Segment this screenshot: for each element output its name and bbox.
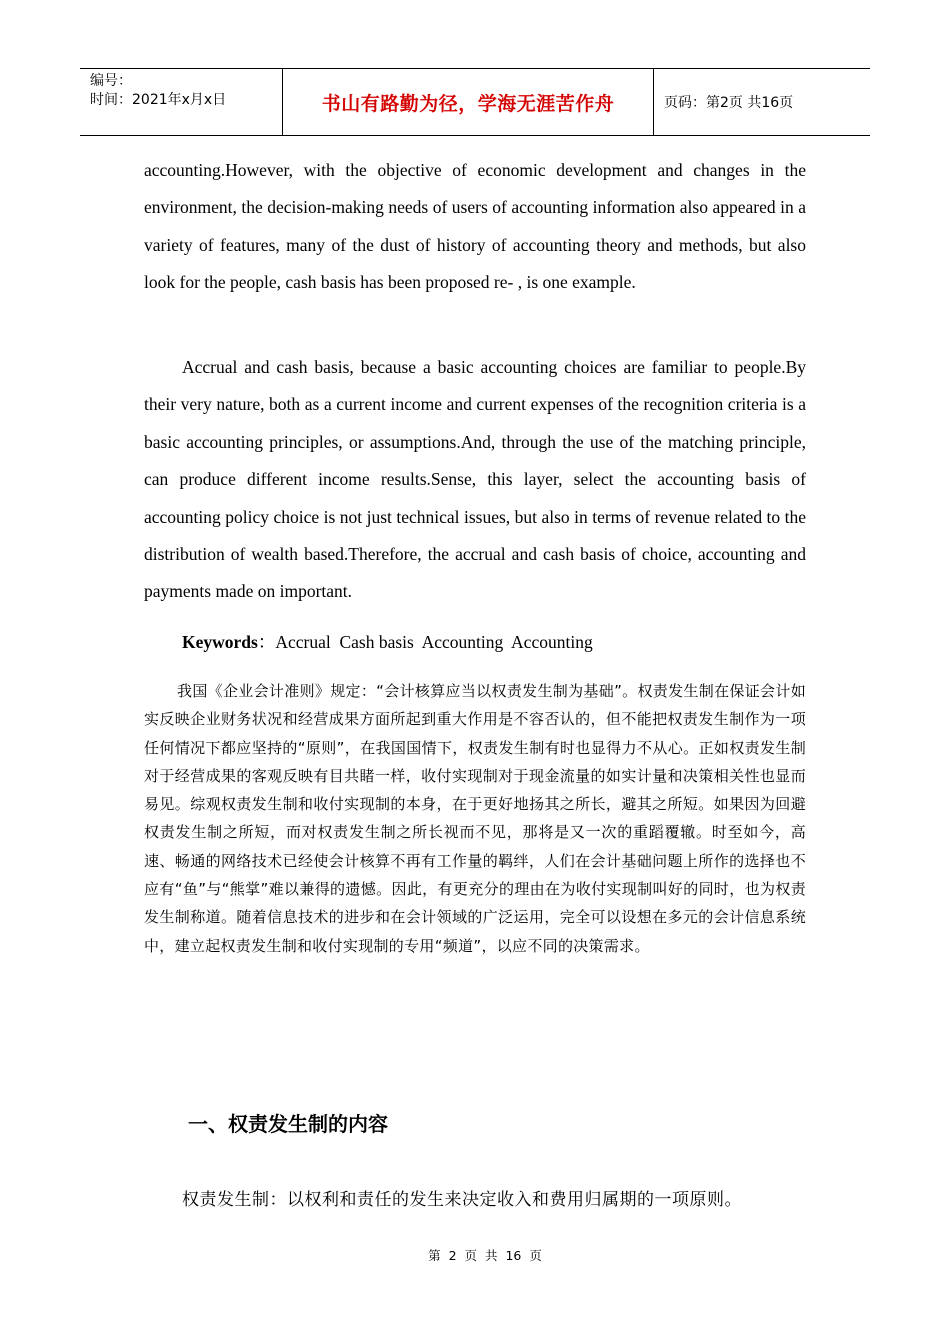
chinese-paragraph: 我国《企业会计准则》规定：“会计核算应当以权责发生制为基础”。权责发生制在保证会计如实反映企业财务状况和经营成果方面所起到重大作用是不容否认的，但不能把权责发生制作为一项任何情况下都应坚持的“原则”，在我国国情下，权责发生制有时也显得力不从心。正如权责发生制对于经营成果的客观反映有目共睹一样，收付实现制对于现金流量的如实计量和决策相关性也显而易见。综观权责发生制和收付实现制的本身，在于更好地扬其之所长，避其之所短。如果因为回避权责发生制之所短，而对权责发生制之所长视而不见，那将是又一次的重蹈覆辙。时至如今，高速、畅通的网络技术已经使会计核算不再有工作量的羁绊，人们在会计基础问题上所作的选择也不应有“鱼”与“熊掌”难以兼得的遗憾。因此，有更充分的理由在为收付实现制叫好的同时，也为权责发生制称道。随着信息技术的进步和在会计领域的广泛运用，完全可以设想在多元的会计信息系统中，建立起权责发生制和收付实现制的专用“频道”，以应不同的决策需求。 [144, 682, 806, 955]
definition-text: 权责发生制：以权利和责任的发生来决定收入和费用归属期的一项原则。 [182, 1190, 742, 1210]
keywords-text: Accrual Cash basis Accounting Accounting [275, 632, 593, 652]
keywords-separator: ： [257, 632, 276, 652]
english-paragraph-2-container [144, 349, 806, 611]
section-heading: 一、权责发生制的内容 [188, 1112, 388, 1136]
header-meta [80, 69, 282, 135]
document-number-label: 编号： [90, 73, 132, 89]
keywords-label: Keywords [182, 632, 258, 652]
header-page-info: 页码：第2页 共16页 [664, 95, 794, 111]
page-header [80, 68, 870, 136]
english-paragraph-1: accounting.However, with the objective of economic development and changes in the environment, the decision-making needs of users of accounting information also appeared in a variety of features, many of the dust of history of accounting theory and methods, but also look for the people, cash basis has been proposed re- , is one example. [144, 160, 806, 293]
english-paragraph-2: Accrual and cash basis, because a basic accounting choices are familiar to people.By their very nature, both as a current income and current expenses of the recognition criteria is a basic accounting principles, or assumptions.And, through the use of the matching principle, can produce different income results.Sense, this layer, select the accounting basis of accounting policy choice is not just technical issues, but also in terms of revenue related to the distribution of wealth based.Therefore, the accrual and cash basis of choice, accounting and payments made on important. [144, 357, 806, 602]
keywords-line [182, 629, 593, 654]
document-time: 时间：2021年x月x日 [90, 92, 227, 108]
english-paragraph-1-container [144, 152, 806, 302]
header-motto: 书山有路勤为径，学海无涯苦作舟 [282, 69, 654, 135]
page-footer: 第 2 页 共 16 页 [428, 1248, 542, 1263]
